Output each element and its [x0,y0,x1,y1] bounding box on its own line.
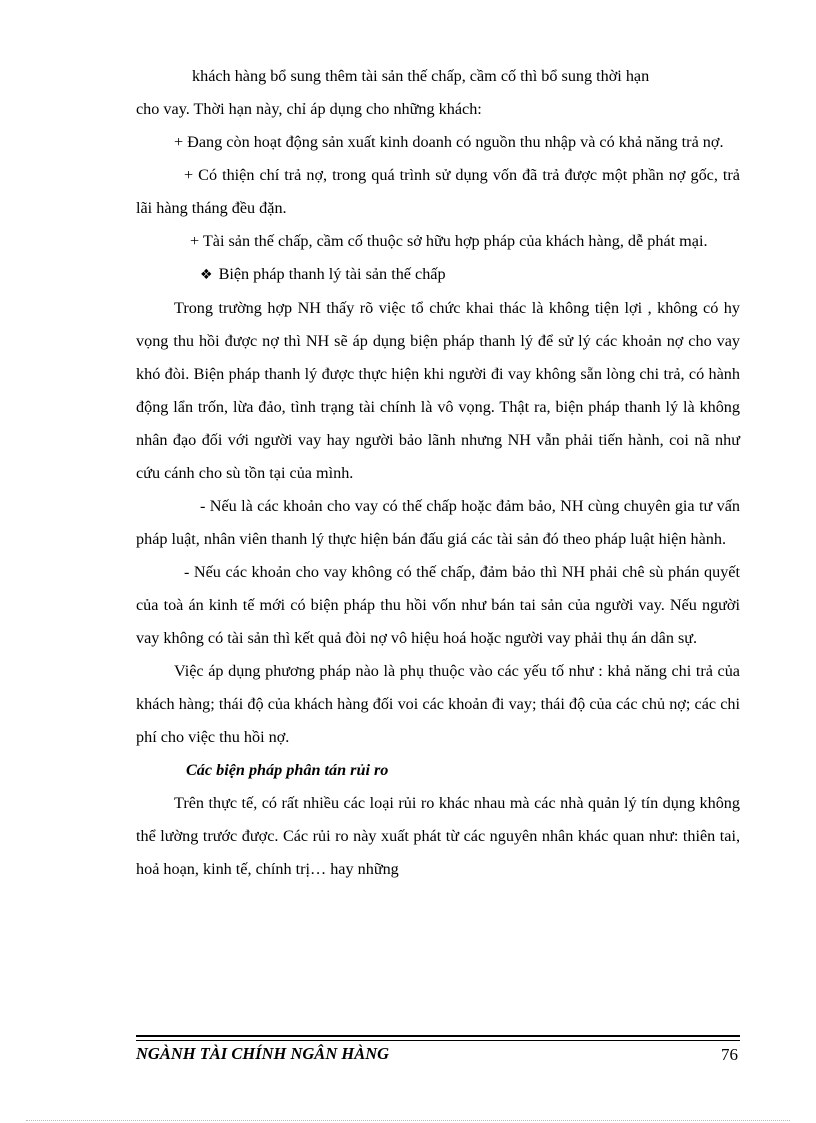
footer-title: NGÀNH TÀI CHÍNH NGÂN HÀNG [136,1044,390,1063]
paragraph: Việc áp dụng phương pháp nào là phụ thuộc vào các yếu tố như : khả năng chi trả của khách hàng; thái độ của khách hàng đối voi các khoản đi vay; thái độ của các chủ nợ; các chi phí cho việc thu hồi nợ. [136,662,740,746]
list-item: + Đang còn hoạt động sản xuất kinh doanh có nguồn thu nhập và có khả năng trả nợ. [174,133,724,151]
footer-divider-thin [136,1040,740,1041]
page-number: 76 [721,1045,738,1064]
text-line: khách hàng bổ sung thêm tài sản thế chấp, cầm cố thì bổ sung thời hạn [192,67,650,85]
footer-divider [136,1035,740,1037]
diamond-bullet-icon: ❖ [200,267,213,283]
list-item: + Có thiện chí trả nợ, trong quá trình sử dụng vốn đã trả được một phần nợ gốc, trả lãi hàng tháng đều đặn. [136,166,740,217]
text-line: cho vay. Thời hạn này, chỉ áp dụng cho những khách: [136,100,482,118]
page-body [136,60,740,886]
paragraph: - Nếu là các khoản cho vay có thế chấp hoặc đảm bảo, NH cùng chuyên gia tư vấn pháp luật, nhân viên thanh lý thực hiện bán đấu giá các tài sản đó theo pháp luật hiện hành. [136,497,740,548]
paragraph: Trên thực tế, có rất nhiều các loại rủi ro khác nhau mà các nhà quản lý tín dụng không thể lường trước được. Các rủi ro này xuất phát từ các nguyên nhân khác quan như: thiên tai, hoả hoạn, kinh tế, chính trị… hay những [136,794,740,878]
bullet-heading [136,258,740,292]
paragraph: - Nếu các khoản cho vay không có thế chấp, đảm bảo thì NH phải chê sù phán quyết của toà án kinh tế mới có biện pháp thu hồi vốn như bán tai sản của người vay. Nếu người vay không có tài sản thì kết quả đòi nợ vô hiệu hoá hoặc người vay phải thụ án dân sự. [136,563,740,647]
section-subheading: Các biện pháp phân tán rủi ro [186,761,389,779]
bullet-heading-text: Biện pháp thanh lý tài sản thế chấp [218,265,446,283]
paragraph: Trong trường hợp NH thấy rõ việc tổ chức khai thác là không tiện lợi , không có hy vọng thu hồi được nợ thì NH sẽ áp dụng biện pháp thanh lý để sử lý các khoản nợ cho vay khó đòi. Biện pháp thanh lý được thực hiện khi người đi vay không sẵn lòng chi trả, có hành động lẩn trốn, lừa đảo, tình trạng tài chính là vô vọng. Thật ra, biện pháp thanh lý là không nhân đạo đối với người vay hay người bảo lãnh nhưng NH vẫn phải tiến hành, coi nã như cứu cánh cho sù tồn tại của mình. [136,299,740,482]
page-edge-dotted-line [26,1120,790,1121]
list-item: + Tài sản thế chấp, cầm cố thuộc sở hữu hợp pháp của khách hàng, dễ phát mại. [190,232,708,250]
